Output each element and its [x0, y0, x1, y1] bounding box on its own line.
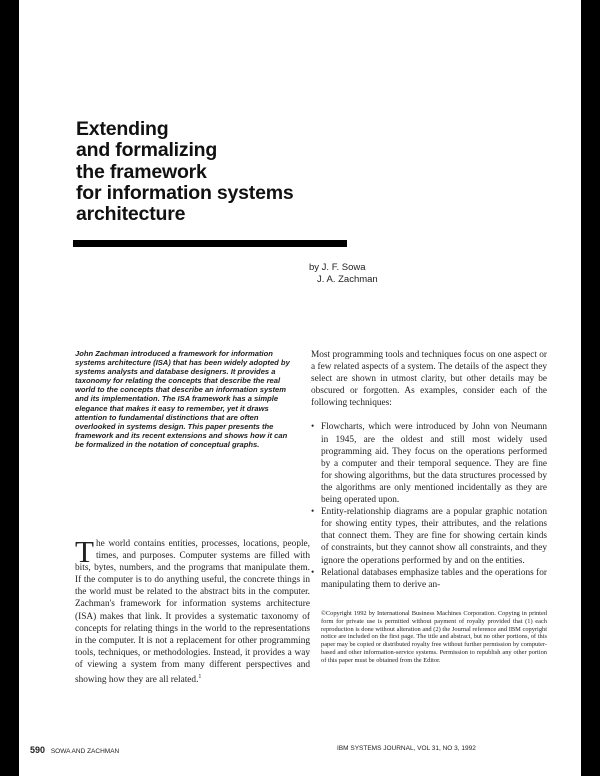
copyright-notice: ©Copyright 1992 by International Business Machines Corporation. Copying in printed form for private use is permitted without payment of royalty provided that (1) each reproduction is done without alteration and (2) the Journal reference and IBM copyright notice are included on the first page. The title and abstract, but no other portions, of this paper may be copied or distributed royalty free without further permission by computer-based and other information-service systems. Permission to republish any other portion of this paper must be obtained from the Editor. — [321, 610, 547, 664]
abstract: John Zachman introduced a framework for information systems architecture (ISA) that has been widely adopted by systems analysts and database designers. It provides a taxonomy for relating the concepts that describe the real world to the concepts that describe an information system and its implementation. The ISA framework has a simple elegance that makes it easy to remember, yet it draws attention to fundamental distinctions that are often overlooked in systems design. This paper presents the framework and its recent extensions and shows how it can be formalized in the notation of conceptual graphs. — [75, 349, 290, 449]
journal-page — [19, 0, 581, 776]
list-item — [311, 421, 547, 506]
list-item-text: Flowcharts, which were introduced by John von Neumann in 1945, are the oldest and still most widely used programming aid. They focus on the operations performed by a computer and their temporal sequence. They are fine for showing algorithms, but the data structures processed by the algorithms are only mentioned incidentally as they are being operated upon. — [321, 422, 547, 506]
running-authors: SOWA AND ZACHMAN — [50, 748, 120, 755]
title-line: for information systems — [76, 181, 294, 204]
bullet-icon: • — [311, 422, 315, 433]
body-paragraph: he world contains entities, processes, locations, people, times, and purposes. Computer systems are filled with bits, bytes, numbers, and the programs that manipulate them. If the computer is to do anything useful, the concrete things in the world must be related to the abstract bits in the computer. Zachman's framework for information systems architecture (ISA) makes that link. It provides a systematic taxonomy of concepts for relating things in the world to the representations in the computer. It is not a replacement for other programming tools, techniques, or methodologies. Instead, it provides a way of viewing a system from many different perspectives and showing how they are all related. — [75, 539, 310, 686]
title-line: and formalizing — [76, 139, 218, 162]
page-number: 590 — [30, 745, 46, 755]
title-line: the framework — [76, 160, 207, 183]
footer-left — [30, 745, 119, 755]
bullet-icon: • — [311, 567, 315, 578]
title-rule — [73, 240, 347, 247]
article-title — [76, 119, 476, 225]
title-line: Extending — [76, 118, 169, 140]
list-item — [311, 567, 547, 591]
title-line: architecture — [76, 203, 186, 226]
technique-list — [311, 421, 547, 590]
footnote-marker: 1 — [198, 674, 202, 681]
right-column — [311, 349, 547, 591]
dropcap: T — [75, 534, 94, 569]
author-line: J. A. Zachman — [317, 273, 378, 285]
list-item-text: Relational databases emphasize tables and the operations for manipulating them to derive an- — [321, 567, 547, 590]
author-line: by J. F. Sowa — [309, 262, 366, 273]
footer-right: IBM SYSTEMS JOURNAL, VOL 31, NO 3, 1992 — [337, 745, 476, 752]
right-intro: Most programming tools and techniques focus on one aspect or a few related aspects of a system. The details of the aspect they select are shown in utmost clarity, but other details may be obscured or forgotten. As examples, consider each of the following techniques: — [311, 350, 547, 409]
list-item — [311, 506, 547, 566]
list-item-text: Entity-relationship diagrams are a popular graphic notation for showing entity types, their attributes, and the relations that connect them. They are fine for showing certain kinds of constraints, but they cannot show all constraints, and they ignore the operations performed by and on the entities. — [321, 507, 547, 566]
author-list — [309, 262, 378, 285]
body-text — [75, 534, 310, 686]
bullet-icon: • — [311, 507, 315, 518]
